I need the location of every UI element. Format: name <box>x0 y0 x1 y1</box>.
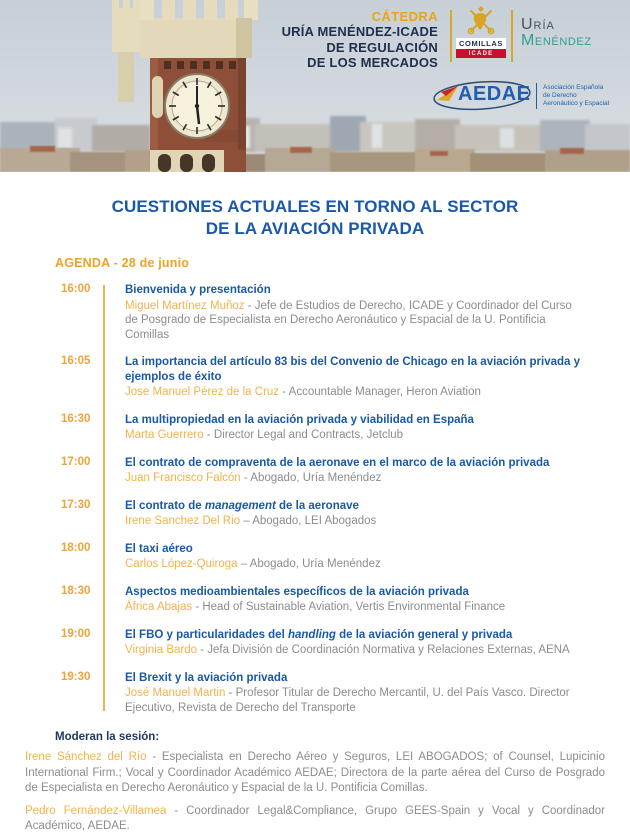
page-title <box>25 196 605 240</box>
agenda-item <box>25 355 605 400</box>
agenda-item-title: La multipropiedad en la aviación privada y viabilidad en España <box>125 413 474 426</box>
speaker-role: - Accountable Manager, Heron Aviation <box>279 386 481 398</box>
header-photo <box>0 0 630 172</box>
speaker-name: Irene Sanchez Del Rio <box>125 515 241 527</box>
speaker-role: - Abogado, Uría Menéndez <box>240 472 382 484</box>
agenda-item <box>25 456 605 486</box>
gold-separator-left <box>450 10 452 62</box>
agenda-item-title: El taxi aéreo <box>125 542 193 555</box>
agenda-time: 18:30 <box>61 584 91 597</box>
agenda-item <box>25 413 605 443</box>
agenda-item-speaker <box>125 600 583 615</box>
moderator-name: Pedro Fernández-Villamea <box>25 804 167 817</box>
agenda-item-speaker <box>125 557 583 572</box>
agenda-item-speaker <box>125 299 583 343</box>
agenda-time: 17:00 <box>61 455 91 468</box>
aedae-wordmark: AEDAE <box>458 83 531 105</box>
speaker-name: África Abajas <box>125 601 193 613</box>
speaker-role: - Jefa División de Coordinación Normativa y Relaciones Externas, AENA <box>197 644 570 656</box>
moderators-section <box>25 731 605 835</box>
moderators-heading: Moderan la sesión: <box>55 731 160 743</box>
agenda-item <box>25 585 605 615</box>
page-title-line1: CUESTIONES ACTUALES EN TORNO AL SECTOR <box>111 197 519 216</box>
agenda-item-speaker <box>125 514 583 529</box>
comillas-crest-icon <box>463 4 499 38</box>
gold-separator-right <box>511 10 513 62</box>
speaker-name: Marta Guerrero <box>125 429 204 441</box>
agenda-item-speaker <box>125 428 583 443</box>
agenda-time: 19:00 <box>61 627 91 640</box>
catedra-line-1: URÍA MENÉNDEZ-ICADE <box>281 24 438 39</box>
clock-face <box>165 74 229 138</box>
speaker-name: José Manuel Martin <box>125 687 226 699</box>
aedae-logo <box>432 79 609 112</box>
speaker-name: Jose Manuel Pérez de la Cruz <box>125 386 280 398</box>
agenda-item-speaker <box>125 686 583 715</box>
speaker-role: – Abogado, LEI Abogados <box>240 515 377 527</box>
agenda-time: 16:30 <box>61 412 91 425</box>
catedra-line-3: DE LOS MERCADOS <box>307 55 438 70</box>
content-area <box>0 196 630 835</box>
agenda-item-title: Aspectos medioambientales específicos de la aviación privada <box>125 585 469 598</box>
moderator-entry <box>25 804 605 835</box>
speaker-role: - Director Legal and Contracts, Jetclub <box>203 429 404 441</box>
speaker-name: Juan Francisco Falcón <box>125 472 241 484</box>
agenda-item-title: El FBO y particularidades del handling de la aviación general y privada <box>125 628 513 641</box>
moderator-name: Irene Sánchez del Río <box>25 751 147 763</box>
speaker-name: Miguel Martínez Muñoz <box>125 299 245 312</box>
comillas-icade-logo <box>456 4 506 58</box>
agenda-item <box>25 283 605 342</box>
agenda-item <box>25 499 605 529</box>
aedae-mark <box>432 79 532 112</box>
uria-wordmark-line2: Menéndez <box>521 32 592 49</box>
moderator-role: - Especialista en Derecho Aéreo y Seguros, LEI ABOGADOS; of Counsel, Lupicinio International Firm.; Vocal y Coordinador Académico AEDAE; Directora de la parte aérea del Curso de Posgrado de Especialista en Derecho Aeronáutico y Espacial de la U. Pontificia Comillas. <box>25 751 606 794</box>
agenda-item-speaker <box>125 643 583 658</box>
agenda-item-title: El contrato de compraventa de la aeronave en el marco de la aviación privada <box>125 456 550 469</box>
agenda-item <box>25 628 605 658</box>
speaker-role: – Abogado, Uría Menéndez <box>237 558 381 570</box>
agenda-list <box>25 283 605 715</box>
speaker-name: Carlos López-Quiroga <box>125 558 238 570</box>
icade-banner: ICADE <box>456 49 506 58</box>
moderator-entry <box>25 750 605 797</box>
speaker-name: Virginia Bardo <box>125 644 198 656</box>
agenda-item-title: El contrato de management de la aeronave <box>125 499 359 512</box>
speaker-role: - Profesor Titular de Derecho Mercantil, U. del País Vasco. Director Ejecutivo, Revista de Derecho del Transporte <box>125 687 570 714</box>
catedra-label: CÁTEDRA <box>371 9 438 24</box>
catedra-line-2: DE REGULACIÓN <box>326 39 438 55</box>
speaker-role: - Head of Sustainable Aviation, Vertis Environmental Finance <box>192 601 506 613</box>
aedae-tagline: Asociación Española de Derecho Aeronáutico y Espacial <box>543 83 610 107</box>
agenda-time: 16:00 <box>61 283 91 295</box>
uria-menendez-logo <box>521 17 592 49</box>
agenda-item-title: El Brexit y la aviación privada <box>125 671 288 684</box>
agenda-item-title: La importancia del artículo 83 bis del Convenio de Chicago en la aviación privada y ejemplos de éxito <box>125 356 581 383</box>
agenda-item <box>25 671 605 716</box>
agenda-time: 17:30 <box>61 498 91 511</box>
agenda-time: 19:30 <box>61 670 91 683</box>
agenda-heading: AGENDA - 28 de junio <box>55 256 190 270</box>
agenda-time: 18:00 <box>61 541 91 554</box>
uria-wordmark-line1: Uría <box>521 16 555 33</box>
moderator-role: - Coordinador Legal&Compliance, Grupo GEES-Spain y Vocal y Coordinador Académico, AEDAE. <box>25 804 605 832</box>
aedae-divider <box>536 83 537 109</box>
catedra-logo <box>282 9 438 71</box>
agenda-item-speaker <box>125 471 583 486</box>
agenda-item-speaker <box>125 385 583 400</box>
comillas-wordmark: COMILLAS <box>456 38 506 49</box>
speaker-role: - Jefe de Estudios de Derecho, ICADE y Coordinador del Curso de Posgrado de Especialista en Derecho Aeronáutico y Espacial de la U. Pontificia Comillas <box>125 299 572 341</box>
agenda-item <box>25 542 605 572</box>
agenda-time: 16:05 <box>61 355 91 367</box>
page-title-line2: DE LA AVIACIÓN PRIVADA <box>205 219 425 238</box>
agenda-item-title: Bienvenida y presentación <box>125 284 271 296</box>
